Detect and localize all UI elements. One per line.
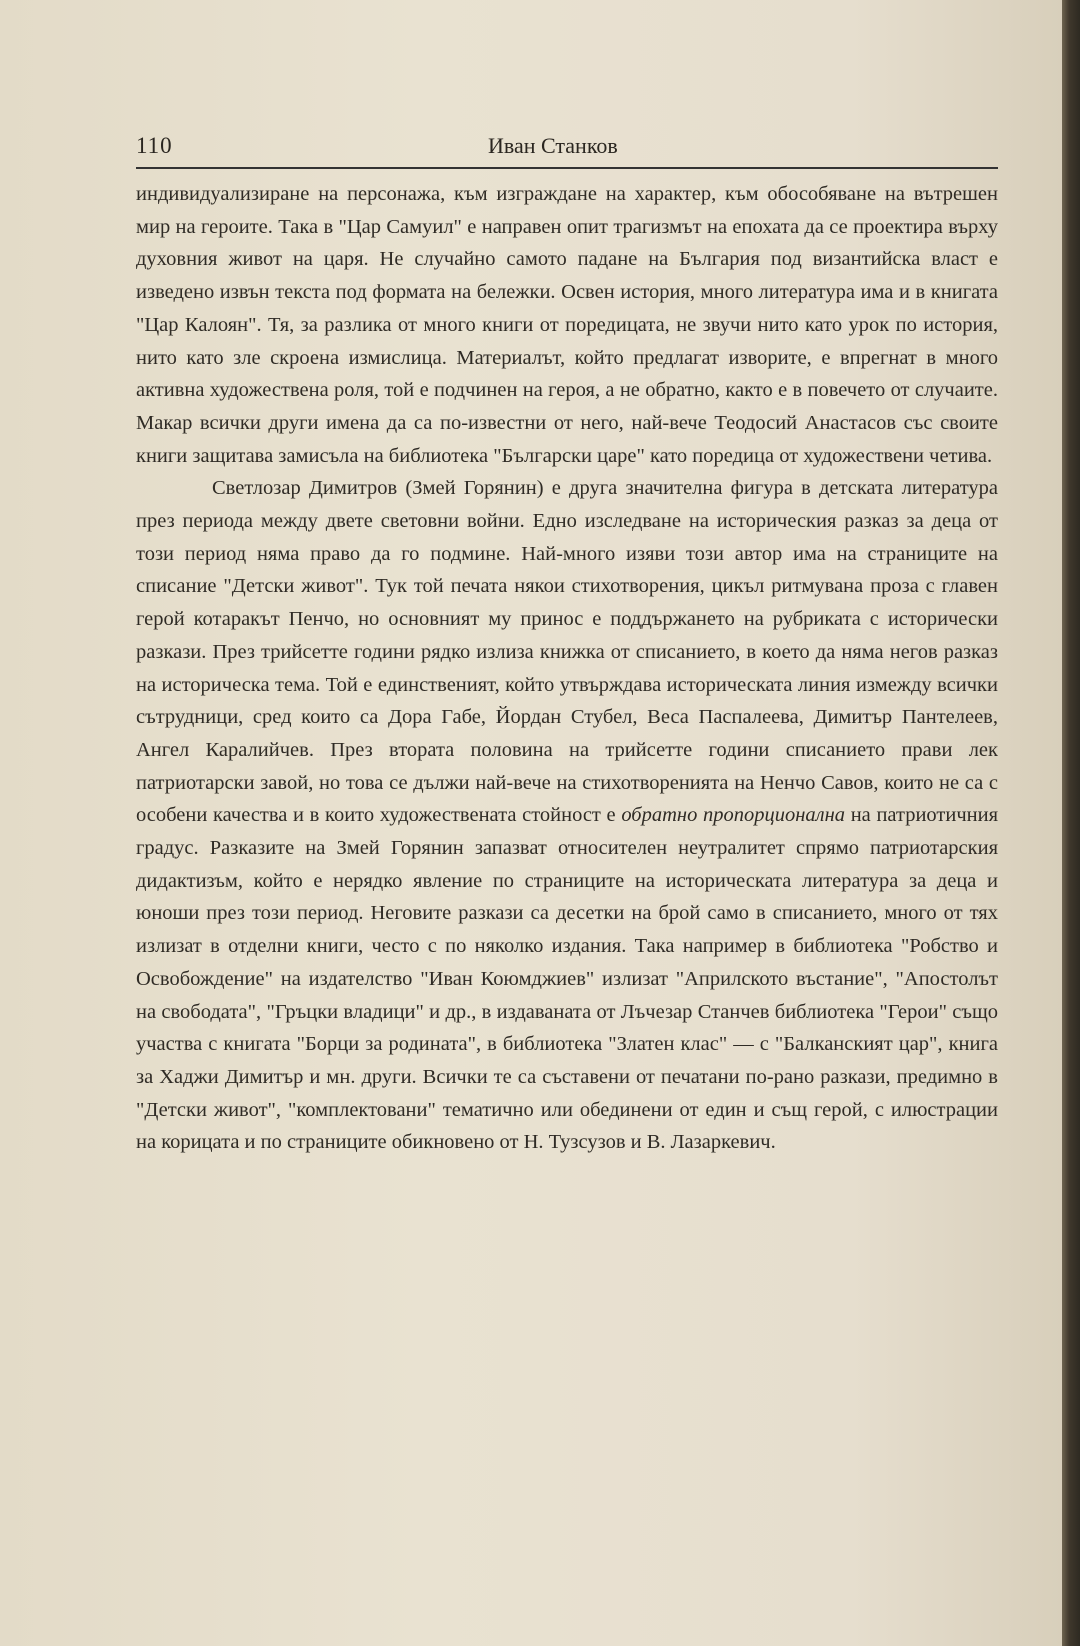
book-binding-edge	[1062, 0, 1080, 1646]
paragraph-2	[136, 472, 998, 1159]
paragraph-2-part-2: на патриотичния градус. Разказите на Змей Горянин запазват относителен неутралитет спрямо патриотарския дидактизъм, който е нерядко явление по страниците на историческата литература за деца и юноши през този период. Неговите разкази са десетки на брой само в списанието, много от тях излизат в отделни книги, често с по няколко издания. Така например в библиотека "Робство и Освобождение" на издателство "Иван Коюмджиев" излизат "Априлското въстание", "Апостолът на свободата", "Гръцки владици" и др., в издаваната от Лъчезар Станчев библиотека "Герои" също участва с книгата "Борци за родината", в библиотека "Златен клас" — с "Балканският цар", книга за Хаджи Димитър и мн. други. Всички те са съставени от печатани по-рано разкази, предимно в "Детски живот", "комплектовани" тематично или обединени от един и същ герой, с илюстрации на корицата и по страниците обикновено от Н. Тузсузов и В. Лазаркевич.	[136, 804, 999, 1154]
paragraph-1: индивидуализиране на персонажа, към изграждане на характер, към обособяване на вътрешен мир на героите. Така в "Цар Самуил" е направен опит трагизмът на епохата да се проектира върху духовния живот на царя. Не случайно самото падане на България под византийска власт е изведено извън текста под формата на бележки. Освен история, много литература има и в книгата "Цар Калоян". Тя, за разлика от много книги от поредицата, не звучи нито като урок по история, нито като зле скроена измислица. Материалът, който предлагат изворите, е впрегнат в много активна художествена роля, той е подчинен на героя, а не обратно, както е в повечето от случаите. Макар всички други имена да са по-известни от него, най-вече Теодосий Анастасов със своите книги защитава замисъла на библиотека "Български царе" като поредица от художествени четива.	[136, 183, 998, 467]
body-text	[136, 178, 998, 1159]
paragraph-2-part-1: Светлозар Димитров (Змей Горянин) е друга значителна фигура в детската литература през периода между двете световни войни. Едно изследване на историческия разказ за деца от този период няма право да го подмине. Най-много изяви този автор има на страниците на списание "Детски живот". Тук той печата някои стихотворения, цикъл ритмувана проза с главен герой котаракът Пенчо, но основният му принос е поддържането на рубриката с исторически разкази. През трийсетте години рядко излиза книжка от списанието, в което да няма негов разказ на историческа тема. Той е единственият, който утвърждава историческата линия измежду всички сътрудници, сред които са Дора Габе, Йордан Стубел, Веса Паспалеева, Димитър Пантелеев, Ангел Каралийчев. През втората половина на трийсетте години списанието прави лек патриотарски завой, но това се дължи най-вече на стихотворенията на Ненчо Савов, които не са с особени качества и в които художествената стойност е	[136, 477, 998, 827]
running-head: Иван Станков	[488, 133, 618, 158]
page-header	[136, 133, 998, 169]
italic-phrase: обратно пропорционална	[621, 804, 846, 827]
page-number: 110	[136, 133, 173, 158]
